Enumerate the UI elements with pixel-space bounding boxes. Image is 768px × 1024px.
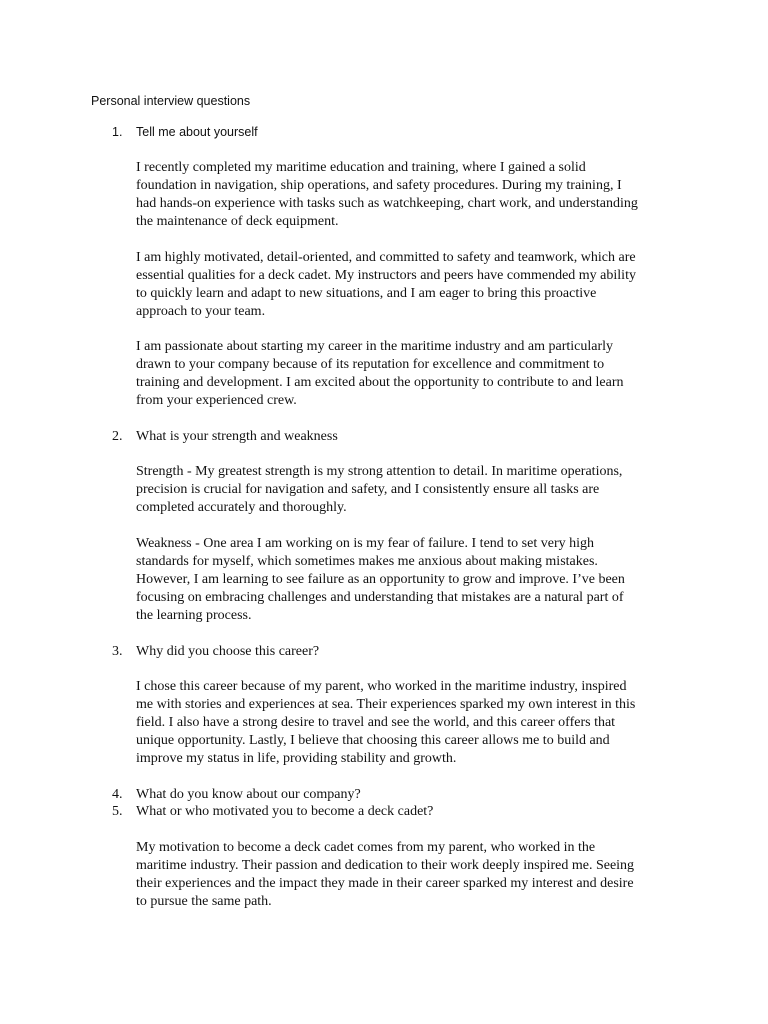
question-2-text: What is your strength and weakness	[136, 429, 338, 444]
question-3-text: Why did you choose this career?	[136, 644, 320, 659]
text-line: Weakness - One area I am working on is my fear of failure. I tend to set very high	[136, 536, 594, 551]
text-line: drawn to your company because of its reputation for excellence and commitment to	[136, 357, 605, 372]
text-line: to quickly learn and adapt to new situations, and I am eager to bring this proactive	[136, 286, 597, 301]
question-4-number: 4.	[112, 787, 123, 802]
text-line: completed accurately and thoroughly.	[136, 500, 347, 515]
text-line: had hands-on experience with tasks such as watchkeeping, chart work, and understanding	[136, 196, 638, 211]
text-line: from your experienced crew.	[136, 393, 297, 408]
text-line: me with stories and experiences at sea. Their experiences sparked my own interest in this	[136, 697, 636, 712]
text-line: standards for myself, which sometimes makes me anxious about making mistakes.	[136, 554, 598, 569]
text-line: My motivation to become a deck cadet comes from my parent, who worked in the	[136, 840, 596, 855]
text-line: approach to your team.	[136, 304, 266, 319]
text-line: unique opportunity. Lastly, I believe that choosing this career allows me to build and	[136, 733, 610, 748]
text-line: I recently completed my maritime education and training, where I gained a solid	[136, 160, 586, 175]
document-title: Personal interview questions	[91, 94, 251, 108]
text-line: I chose this career because of my parent, who worked in the maritime industry, inspired	[136, 679, 627, 694]
text-line: focusing on embracing challenges and understanding that mistakes are a natural part of	[136, 590, 624, 605]
answer-3-paragraph-1	[136, 678, 684, 768]
answer-1-paragraph-1	[136, 159, 684, 231]
question-1-number: 1.	[112, 125, 123, 139]
text-line: maritime industry. Their passion and dedication to their work deeply inspired me. Seeing	[136, 858, 635, 873]
text-line: However, I am learning to see failure as an opportunity to grow and improve. I’ve been	[136, 572, 625, 587]
question-4-text: What do you know about our company?	[136, 787, 361, 802]
question-3-number: 3.	[112, 644, 123, 659]
text-line: the learning process.	[136, 608, 252, 623]
answer-2-paragraph-1	[136, 463, 684, 517]
question-5-text: What or who motivated you to become a deck cadet?	[136, 804, 434, 819]
text-line: training and development. I am excited about the opportunity to contribute to and learn	[136, 375, 624, 390]
text-line: I am passionate about starting my career in the maritime industry and am particularly	[136, 339, 614, 354]
answer-1-paragraph-2	[136, 249, 684, 321]
question-2-number: 2.	[112, 429, 123, 444]
answer-5-paragraph-1	[136, 839, 684, 911]
text-line: the maintenance of deck equipment.	[136, 214, 339, 229]
answer-1-paragraph-3	[136, 338, 684, 410]
text-line: Strength - My greatest strength is my strong attention to detail. In maritime operations,	[136, 464, 623, 479]
text-line: improve my status in life, providing stability and growth.	[136, 751, 457, 766]
text-line: essential qualities for a deck cadet. My instructors and peers have commended my ability	[136, 268, 636, 283]
text-line: foundation in navigation, ship operations, and safety procedures. During my training, I	[136, 178, 622, 193]
text-line: their experiences and the impact they made in their career sparked my interest and desire	[136, 876, 634, 891]
text-line: to pursue the same path.	[136, 894, 272, 909]
answer-2-paragraph-2	[136, 535, 684, 625]
text-line: precision is crucial for navigation and safety, and I consistently ensure all tasks are	[136, 482, 600, 497]
question-1-text: Tell me about yourself	[136, 125, 258, 139]
text-line: I am highly motivated, detail-oriented, and committed to safety and teamwork, which are	[136, 250, 636, 265]
question-5-number: 5.	[112, 804, 123, 819]
text-line: field. I also have a strong desire to travel and see the world, and this career offers that	[136, 715, 616, 730]
